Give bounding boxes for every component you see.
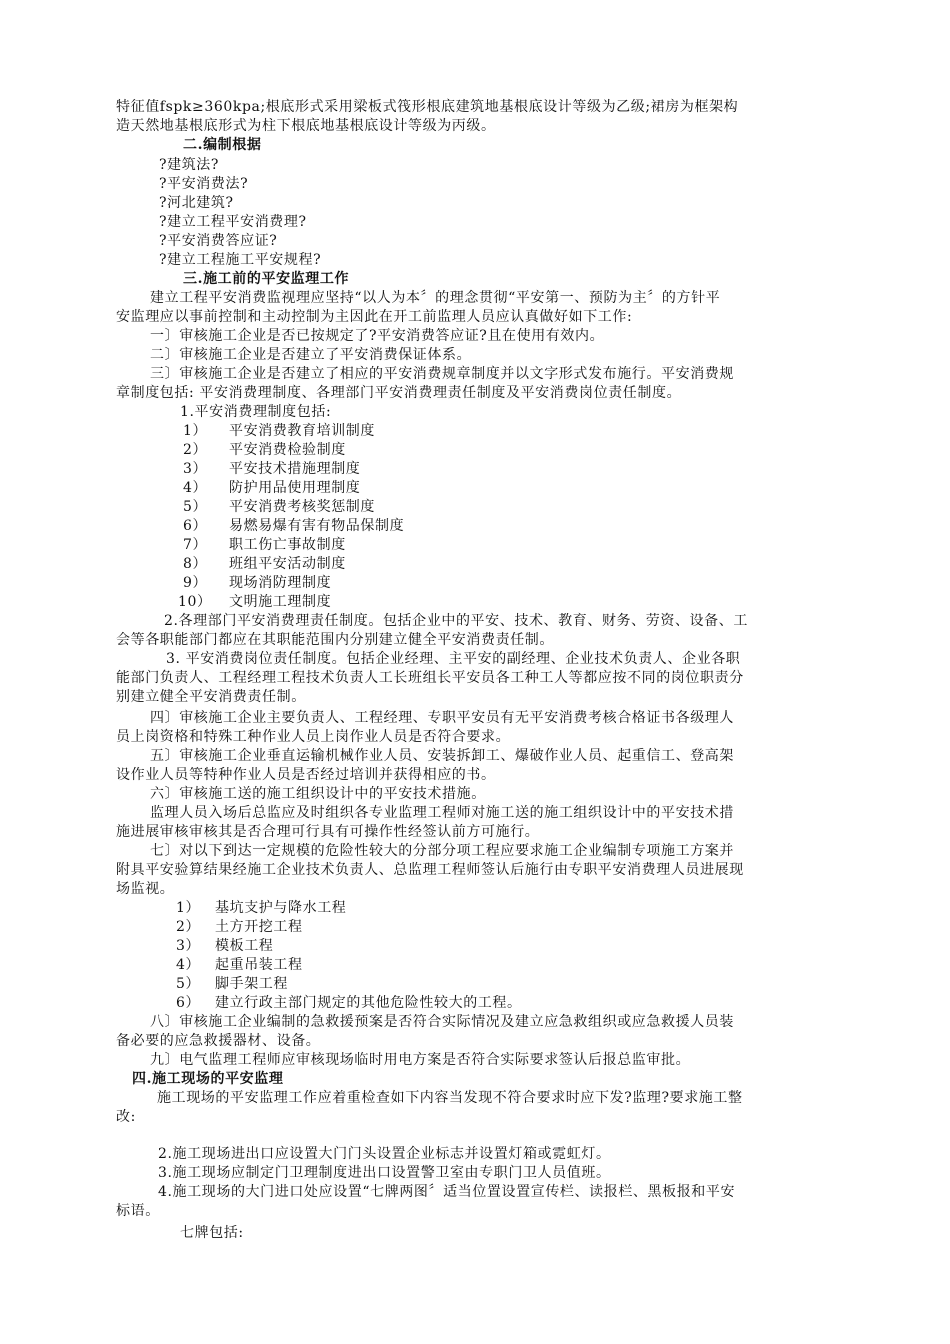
paragraph-line: 施进展审核审核其是否合理可行具有可操作性经签认前方可施行。	[116, 824, 540, 840]
list-item: 防护用品使用理制度	[229, 480, 361, 496]
list-item: 模板工程	[215, 938, 274, 954]
paragraph-line: 六〕审核施工送的施工组织设计中的平安技术措施。	[150, 786, 486, 802]
list-item: 职工伤亡事故制度	[229, 537, 346, 553]
paragraph-line: 改:	[116, 1109, 136, 1125]
list-number: 3）	[176, 938, 201, 954]
paragraph-line: 能部门负责人、工程经理工程技术负责人工长班组长平安员各工种工人等都应按不同的岗位职责分	[116, 670, 744, 686]
paragraph-line: 二〕审核施工企业是否建立了平安消费保证体系。	[150, 347, 472, 363]
list-number: 6）	[183, 518, 208, 534]
list-item: 建立行政主部门规定的其他危险性较大的工程。	[215, 995, 522, 1011]
list-title: 1.平安消费理制度包括:	[180, 404, 332, 420]
list-item: 基坑支护与降水工程	[215, 900, 347, 916]
paragraph-line: 章制度包括: 平安消费理制度、各理部门平安消费理责任制度及平安消费岗位责任制度。	[116, 385, 682, 401]
intro-line: 特征值fspk≥360kpa;根底形式采用梁板式筏形根底建筑地基根底设计等级为乙级;裙房为框架构	[116, 99, 739, 115]
paragraph-line: 场监视。	[116, 881, 175, 897]
list-item: 脚手架工程	[215, 976, 288, 992]
paragraph-line: 施工现场的平安监理工作应着重检查如下内容当发现不符合要求时应下发?监理?要求施工整	[157, 1090, 743, 1106]
paragraph-line: 安监理应以事前控制和主动控制为主因此在开工前监理人员应认真做好如下工作:	[116, 309, 633, 325]
list-number: 3）	[183, 461, 208, 477]
list-number: 2）	[176, 919, 201, 935]
list-number: 4）	[176, 957, 201, 973]
list-number: 6）	[176, 995, 201, 1011]
paragraph-line: 4.施工现场的大门进口处应设置“七牌两图〞适当位置设置宣传栏、读报栏、黑板报和平安	[158, 1184, 736, 1200]
paragraph-line: 建立工程平安消费监视理应坚持“以人为本〞的理念贯彻“平安第一、预防为主〞的方针平	[150, 290, 721, 306]
list-number: 2）	[183, 442, 208, 458]
list-item: 平安消费检验制度	[229, 442, 346, 458]
list-number: 5）	[176, 976, 201, 992]
list-item: 平安消费考核奖惩制度	[229, 499, 375, 515]
list-item: 现场消防理制度	[229, 575, 332, 591]
paragraph-line: 标语。	[116, 1203, 160, 1219]
list-item: 班组平安活动制度	[229, 556, 346, 572]
list-item: 起重吊装工程	[215, 957, 303, 973]
paragraph-line: 备必要的应急救援器材、设备。	[116, 1033, 321, 1049]
section-heading: 二.编制根据	[183, 137, 262, 153]
list-item: 易燃易爆有害有物品保制度	[229, 518, 405, 534]
intro-line: 造天然地基根底形式为柱下根底地基根底设计等级为丙级。	[116, 118, 496, 134]
paragraph-line: 3. 平安消费岗位责任制度。包括企业经理、主平安的副经理、企业技术负责人、企业各职	[166, 651, 741, 667]
paragraph-line: 会等各职能部门都应在其职能范围内分别建立健全平安消费责任制。	[116, 632, 554, 648]
paragraph-line: 七牌包括:	[180, 1225, 244, 1241]
list-number: 5）	[183, 499, 208, 515]
paragraph-line: 七〕对以下到达一定规模的危险性较大的分部分项工程应要求施工企业编制专项施工方案并	[150, 843, 734, 859]
list-number: 9）	[183, 575, 208, 591]
paragraph-line: 四〕审核施工企业主要负责人、工程经理、专职平安员有无平安消费考核合格证书各级理人	[150, 710, 734, 726]
section-heading: 三.施工前的平安监理工作	[183, 271, 350, 287]
list-number: 7）	[183, 537, 208, 553]
paragraph-line: 一〕审核施工企业是否已按规定了?平安消费答应证?且在使用有效内。	[150, 328, 605, 344]
paragraph-line: 九〕电气监理工程师应审核现场临时用电方案是否符合实际要求签认后报总监审批。	[150, 1052, 691, 1068]
list-number: 8）	[183, 556, 208, 572]
list-item: ?平安消费答应证?	[159, 233, 278, 249]
paragraph-line: 3.施工现场应制定门卫理制度进出口设置警卫室由专职门卫人员值班。	[158, 1165, 611, 1181]
paragraph-line: 设作业人员等特种作业人员是否经过培训并获得相应的书。	[116, 767, 496, 783]
paragraph-line: 八〕审核施工企业编制的急救援预案是否符合实际情况及建立应急救组织或应急救援人员装	[150, 1014, 734, 1030]
paragraph-line: 员上岗资格和特殊工种作业人员上岗作业人员是否符合要求。	[116, 729, 511, 745]
list-item: ?建筑法?	[159, 157, 220, 173]
list-number: 4）	[183, 480, 208, 496]
list-number: 10）	[178, 594, 212, 610]
list-item: 平安技术措施理制度	[229, 461, 361, 477]
list-number: 1）	[176, 900, 201, 916]
paragraph-line: 三〕审核施工企业是否建立了相应的平安消费规章制度并以文字形式发布施行。平安消费规	[150, 366, 734, 382]
paragraph-line: 附具平安验算结果经施工企业技术负责人、总监理工程师签认后施行由专职平安消费理人员进展现	[116, 862, 744, 878]
list-item: 土方开挖工程	[215, 919, 303, 935]
paragraph-line: 别建立健全平安消费责任制。	[116, 689, 306, 705]
list-item: 文明施工理制度	[229, 594, 332, 610]
paragraph-line: 2.施工现场进出口应设置大门门头设置企业标志并设置灯箱或霓虹灯。	[158, 1146, 611, 1162]
list-number: 1）	[183, 423, 208, 439]
list-item: ?建立工程平安消费理?	[159, 214, 307, 230]
paragraph-line: 五〕审核施工企业垂直运输机械作业人员、安装拆卸工、爆破作业人员、起重信工、登高架	[150, 748, 734, 764]
section-heading: 四.施工现场的平安监理	[132, 1071, 284, 1087]
list-item: 平安消费教育培训制度	[229, 423, 375, 439]
list-item: ?平安消费法?	[159, 176, 249, 192]
paragraph-line: 2.各理部门平安消费理责任制度。包括企业中的平安、技术、教育、财务、劳资、设备、工	[164, 613, 748, 629]
list-item: ?河北建筑?	[159, 195, 234, 211]
list-item: ?建立工程施工平安规程?	[159, 252, 322, 268]
paragraph-line: 监理人员入场后总监应及时组织各专业监理工程师对施工送的施工组织设计中的平安技术措	[150, 805, 734, 821]
